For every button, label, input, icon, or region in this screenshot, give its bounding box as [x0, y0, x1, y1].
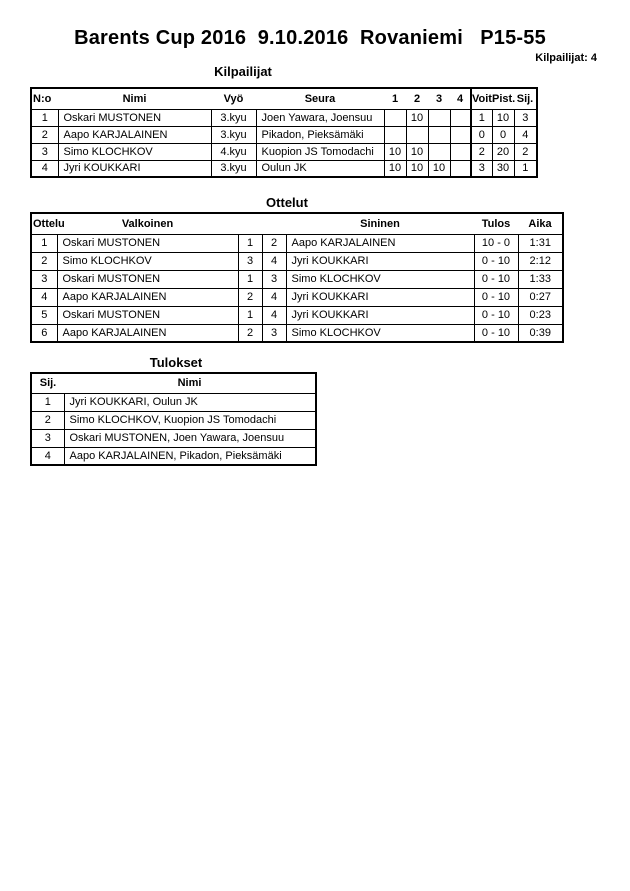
competitor-points: 20	[492, 143, 514, 160]
match-time: 1:31	[518, 234, 563, 252]
competitor-belt: 3.kyu	[211, 160, 256, 177]
match-number: 1	[31, 234, 57, 252]
column-header-vyo: Vyö	[211, 88, 256, 109]
column-header-nimi: Nimi	[64, 373, 316, 393]
kilpailijat-header-row	[31, 88, 537, 109]
column-header-valkoinen: Valkoinen	[57, 213, 238, 234]
white-number: 1	[238, 306, 262, 324]
competitor-name: Oskari MUSTONEN	[58, 109, 211, 126]
competitor-row	[31, 109, 537, 126]
result-row	[31, 393, 316, 411]
ottelut-header-row	[31, 213, 563, 234]
competitor-rank: 3	[514, 109, 537, 126]
column-header-sininen: Sininen	[286, 213, 474, 234]
competitor-belt: 3.kyu	[211, 126, 256, 143]
column-header-match1: 1	[384, 88, 406, 109]
white-number: 2	[238, 288, 262, 306]
competitor-name: Jyri KOUKKARI	[58, 160, 211, 177]
match-score-3	[428, 126, 450, 143]
blue-name: Jyri KOUKKARI	[286, 288, 474, 306]
result-name: Simo KLOCHKOV, Kuopion JS Tomodachi	[64, 411, 316, 429]
competitor-wins: 2	[471, 143, 492, 160]
match-time: 0:23	[518, 306, 563, 324]
match-score-3	[428, 109, 450, 126]
competitor-rank: 2	[514, 143, 537, 160]
column-header-no: N:o	[31, 88, 58, 109]
result-row	[31, 411, 316, 429]
match-result: 10 - 0	[474, 234, 518, 252]
match-row	[31, 234, 563, 252]
competitor-points: 10	[492, 109, 514, 126]
white-name: Oskari MUSTONEN	[57, 270, 238, 288]
match-number: 5	[31, 306, 57, 324]
column-header-aika: Aika	[518, 213, 563, 234]
match-score-1: 10	[384, 143, 406, 160]
competitor-club: Pikadon, Pieksämäki	[256, 126, 384, 143]
competitor-name: Simo KLOCHKOV	[58, 143, 211, 160]
column-header-white-number	[238, 213, 262, 234]
column-header-match2: 2	[406, 88, 428, 109]
competitors-count: Kilpailijat: 4	[535, 52, 597, 64]
blue-number: 4	[262, 306, 286, 324]
tulokset-table	[30, 372, 317, 466]
result-rank: 1	[31, 393, 64, 411]
blue-number: 2	[262, 234, 286, 252]
competitor-rank: 4	[514, 126, 537, 143]
white-number: 2	[238, 324, 262, 342]
match-time: 0:39	[518, 324, 563, 342]
match-score-4	[450, 126, 471, 143]
competitor-number: 2	[31, 126, 58, 143]
blue-number: 4	[262, 288, 286, 306]
match-score-3: 10	[428, 160, 450, 177]
competitor-row	[31, 143, 537, 160]
white-name: Aapo KARJALAINEN	[57, 288, 238, 306]
column-header-sij: Sij.	[514, 88, 537, 109]
column-header-blue-number	[262, 213, 286, 234]
match-score-2: 10	[406, 143, 428, 160]
competitor-belt: 4.kyu	[211, 143, 256, 160]
blue-name: Simo KLOCHKOV	[286, 324, 474, 342]
section-title-kilpailijat: Kilpailijat	[214, 64, 272, 79]
competitor-points: 0	[492, 126, 514, 143]
column-header-tulos: Tulos	[474, 213, 518, 234]
competitor-number: 3	[31, 143, 58, 160]
competitor-club: Joen Yawara, Joensuu	[256, 109, 384, 126]
competitor-name: Aapo KARJALAINEN	[58, 126, 211, 143]
column-header-sij: Sij.	[31, 373, 64, 393]
match-time: 0:27	[518, 288, 563, 306]
competitor-club: Oulun JK	[256, 160, 384, 177]
kilpailijat-table	[30, 87, 538, 178]
match-score-1	[384, 126, 406, 143]
match-number: 6	[31, 324, 57, 342]
result-name: Jyri KOUKKARI, Oulun JK	[64, 393, 316, 411]
match-score-1: 10	[384, 160, 406, 177]
blue-name: Jyri KOUKKARI	[286, 252, 474, 270]
white-number: 1	[238, 234, 262, 252]
competitor-wins: 1	[471, 109, 492, 126]
blue-name: Aapo KARJALAINEN	[286, 234, 474, 252]
result-row	[31, 447, 316, 465]
competitor-points: 30	[492, 160, 514, 177]
match-score-2	[406, 126, 428, 143]
result-row	[31, 429, 316, 447]
match-time: 1:33	[518, 270, 563, 288]
tulokset-header-row	[31, 373, 316, 393]
column-header-pist: Pist.	[492, 88, 514, 109]
match-score-2: 10	[406, 160, 428, 177]
match-row	[31, 288, 563, 306]
section-title-tulokset: Tulokset	[149, 355, 203, 370]
column-header-seura: Seura	[256, 88, 384, 109]
result-name: Aapo KARJALAINEN, Pikadon, Pieksämäki	[64, 447, 316, 465]
column-header-match3: 3	[428, 88, 450, 109]
result-name: Oskari MUSTONEN, Joen Yawara, Joensuu	[64, 429, 316, 447]
blue-name: Jyri KOUKKARI	[286, 306, 474, 324]
blue-name: Simo KLOCHKOV	[286, 270, 474, 288]
competitor-club: Kuopion JS Tomodachi	[256, 143, 384, 160]
blue-number: 4	[262, 252, 286, 270]
match-result: 0 - 10	[474, 306, 518, 324]
match-row	[31, 270, 563, 288]
white-name: Aapo KARJALAINEN	[57, 324, 238, 342]
section-title-ottelut: Ottelut	[266, 195, 308, 210]
competitor-wins: 3	[471, 160, 492, 177]
white-name: Simo KLOCHKOV	[57, 252, 238, 270]
ottelut-table	[30, 212, 564, 343]
white-name: Oskari MUSTONEN	[57, 306, 238, 324]
competitor-wins: 0	[471, 126, 492, 143]
match-row	[31, 324, 563, 342]
competitor-number: 1	[31, 109, 58, 126]
blue-number: 3	[262, 324, 286, 342]
match-score-4	[450, 160, 471, 177]
match-score-4	[450, 143, 471, 160]
column-header-nimi: Nimi	[58, 88, 211, 109]
blue-number: 3	[262, 270, 286, 288]
match-result: 0 - 10	[474, 252, 518, 270]
match-score-1	[384, 109, 406, 126]
result-rank: 3	[31, 429, 64, 447]
result-rank: 2	[31, 411, 64, 429]
competitor-belt: 3.kyu	[211, 109, 256, 126]
match-score-4	[450, 109, 471, 126]
match-row	[31, 306, 563, 324]
page-title: Barents Cup 2016 9.10.2016 Rovaniemi P15-55	[74, 27, 546, 49]
match-score-3	[428, 143, 450, 160]
white-number: 1	[238, 270, 262, 288]
result-rank: 4	[31, 447, 64, 465]
match-result: 0 - 10	[474, 324, 518, 342]
match-row	[31, 252, 563, 270]
match-number: 3	[31, 270, 57, 288]
column-header-match4: 4	[450, 88, 471, 109]
competitor-row	[31, 160, 537, 177]
match-number: 2	[31, 252, 57, 270]
match-result: 0 - 10	[474, 270, 518, 288]
competitor-number: 4	[31, 160, 58, 177]
column-header-ottelu: Ottelu	[31, 213, 57, 234]
match-score-2: 10	[406, 109, 428, 126]
white-number: 3	[238, 252, 262, 270]
competitor-row	[31, 126, 537, 143]
match-result: 0 - 10	[474, 288, 518, 306]
match-time: 2:12	[518, 252, 563, 270]
match-number: 4	[31, 288, 57, 306]
column-header-voit: Voit.	[471, 88, 492, 109]
white-name: Oskari MUSTONEN	[57, 234, 238, 252]
competitor-rank: 1	[514, 160, 537, 177]
